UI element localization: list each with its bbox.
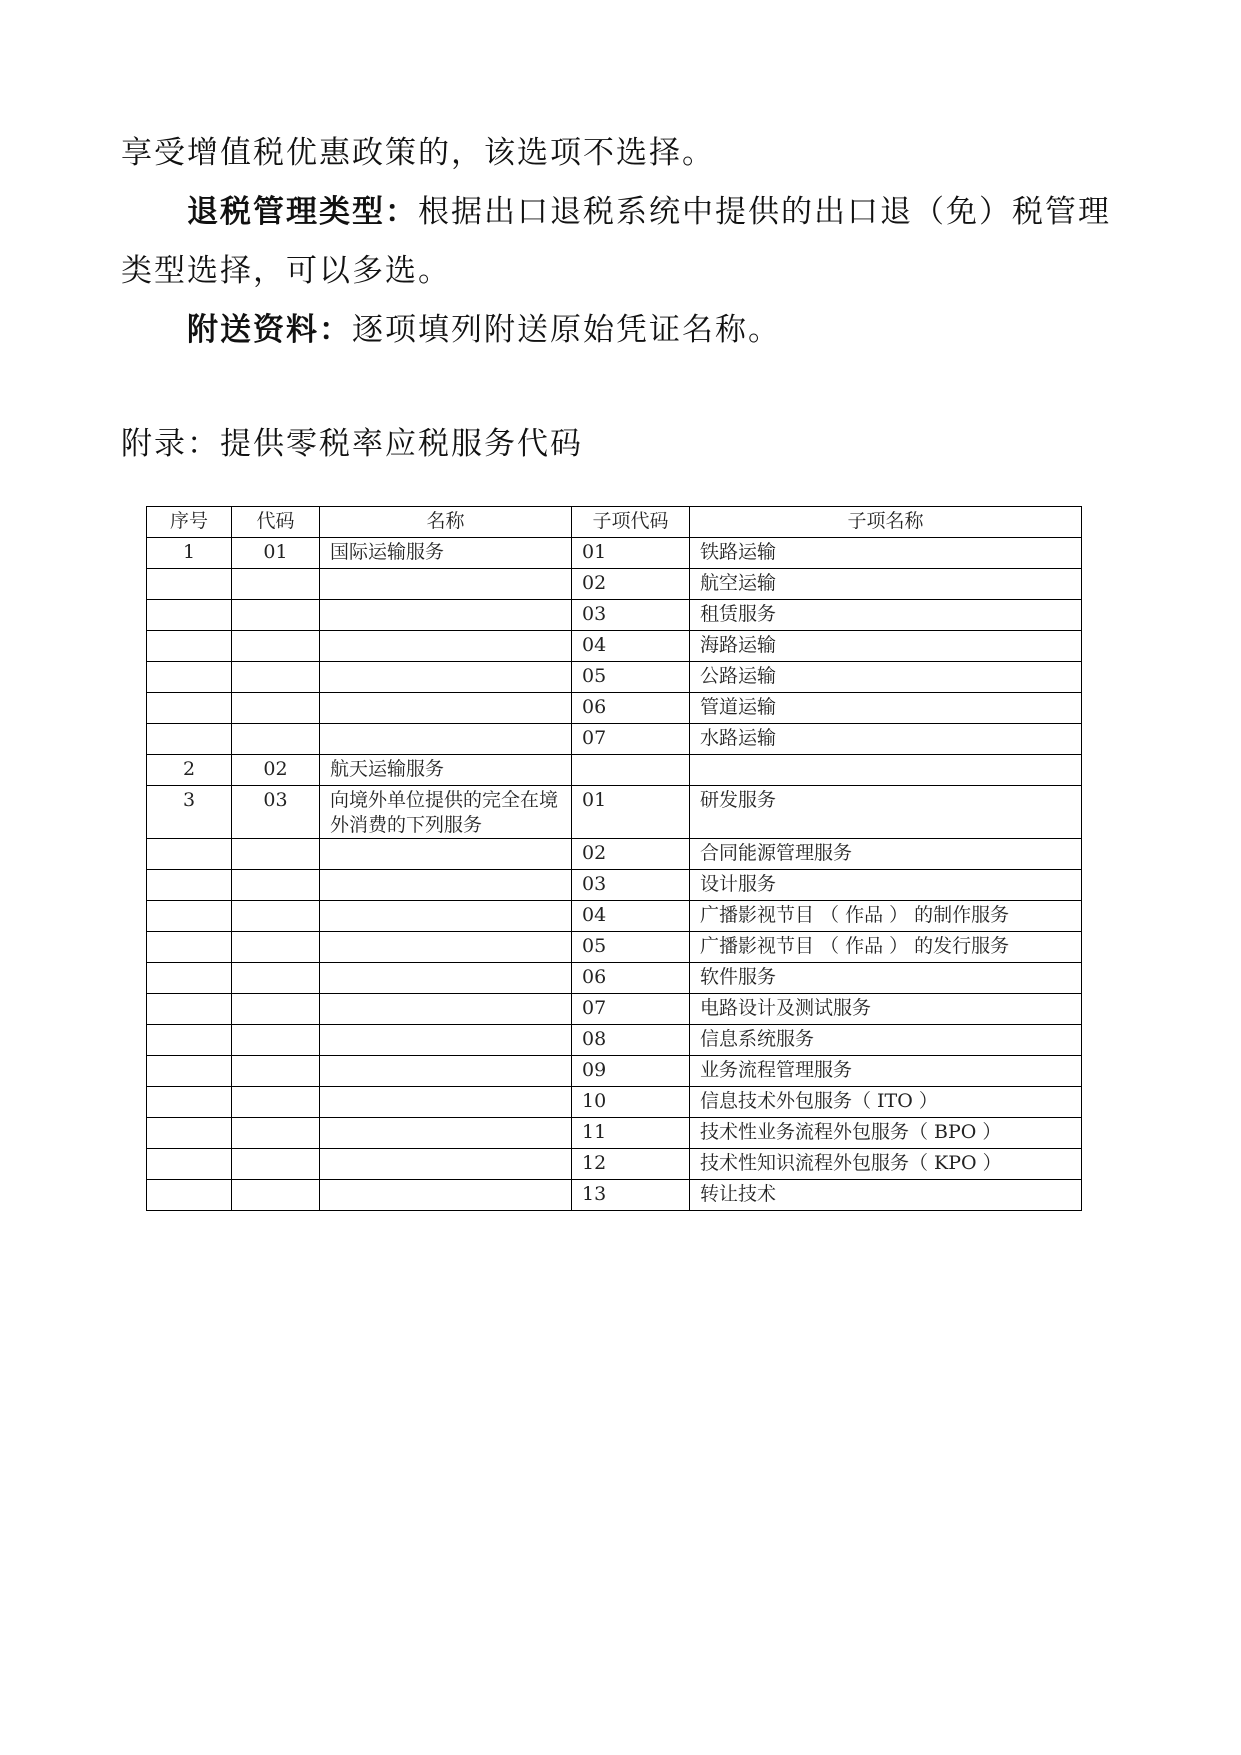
table-row xyxy=(147,1056,1082,1087)
paragraph-attachments xyxy=(121,301,1131,360)
cell-seq xyxy=(147,569,232,600)
cell-subname: 技术性知识流程外包服务（ KPO ） xyxy=(690,1149,1082,1180)
cell-subcode: 07 xyxy=(572,724,690,755)
cell-seq xyxy=(147,870,232,901)
table-header-row xyxy=(147,507,1082,538)
paragraph-text: 逐项填列附送原始凭证名称。 xyxy=(352,312,781,348)
cell-name: 航天运输服务 xyxy=(320,755,572,786)
cell-seq xyxy=(147,1149,232,1180)
cell-name: 向境外单位提供的完全在境外消费的下列服务 xyxy=(320,786,572,839)
cell-name xyxy=(320,631,572,662)
table-row xyxy=(147,1025,1082,1056)
cell-subname: 转让技术 xyxy=(690,1180,1082,1211)
cell-name xyxy=(320,1118,572,1149)
table-row xyxy=(147,600,1082,631)
cell-seq xyxy=(147,1025,232,1056)
cell-subname: 信息技术外包服务（ ITO ） xyxy=(690,1087,1082,1118)
cell-subcode: 01 xyxy=(572,538,690,569)
cell-name xyxy=(320,1056,572,1087)
service-code-table xyxy=(146,506,1082,1211)
cell-subcode: 09 xyxy=(572,1056,690,1087)
cell-seq xyxy=(147,1087,232,1118)
cell-name xyxy=(320,569,572,600)
cell-subname: 广播影视节目 （ 作品 ） 的发行服务 xyxy=(690,932,1082,963)
paragraph-text: 享受增值税优惠政策的，该选项不选择。 xyxy=(121,135,715,171)
cell-subname: 租赁服务 xyxy=(690,600,1082,631)
cell-code xyxy=(232,1025,320,1056)
cell-code xyxy=(232,1087,320,1118)
cell-name xyxy=(320,839,572,870)
cell-subcode: 08 xyxy=(572,1025,690,1056)
cell-seq xyxy=(147,901,232,932)
table-row xyxy=(147,538,1082,569)
cell-subname: 信息系统服务 xyxy=(690,1025,1082,1056)
cell-code xyxy=(232,600,320,631)
paragraph-vat-note xyxy=(121,124,1131,183)
table-row xyxy=(147,631,1082,662)
cell-subname: 电路设计及测试服务 xyxy=(690,994,1082,1025)
cell-subcode: 03 xyxy=(572,870,690,901)
table-body xyxy=(147,538,1082,1211)
table-row xyxy=(147,1180,1082,1211)
table-row xyxy=(147,693,1082,724)
table-row xyxy=(147,870,1082,901)
table-row xyxy=(147,1149,1082,1180)
cell-seq xyxy=(147,600,232,631)
cell-name xyxy=(320,1180,572,1211)
cell-name xyxy=(320,963,572,994)
cell-name xyxy=(320,693,572,724)
cell-subname: 技术性业务流程外包服务（ BPO ） xyxy=(690,1118,1082,1149)
cell-code xyxy=(232,693,320,724)
cell-subname: 铁路运输 xyxy=(690,538,1082,569)
cell-seq xyxy=(147,693,232,724)
header-subname: 子项名称 xyxy=(690,507,1082,538)
cell-subcode xyxy=(572,755,690,786)
cell-seq: 3 xyxy=(147,786,232,839)
cell-seq xyxy=(147,631,232,662)
cell-subname: 海路运输 xyxy=(690,631,1082,662)
cell-seq: 2 xyxy=(147,755,232,786)
cell-name xyxy=(320,600,572,631)
cell-subname: 广播影视节目 （ 作品 ） 的制作服务 xyxy=(690,901,1082,932)
cell-name xyxy=(320,932,572,963)
table-row xyxy=(147,786,1082,839)
term-label: 附送资料： xyxy=(187,312,352,348)
cell-seq: 1 xyxy=(147,538,232,569)
cell-subname: 航空运输 xyxy=(690,569,1082,600)
cell-seq xyxy=(147,994,232,1025)
cell-seq xyxy=(147,1118,232,1149)
header-seq: 序号 xyxy=(147,507,232,538)
cell-subcode: 02 xyxy=(572,569,690,600)
table-row xyxy=(147,901,1082,932)
table-row xyxy=(147,932,1082,963)
cell-subcode: 07 xyxy=(572,994,690,1025)
cell-name xyxy=(320,662,572,693)
table-row xyxy=(147,839,1082,870)
table-row xyxy=(147,1118,1082,1149)
cell-code xyxy=(232,963,320,994)
cell-subname: 研发服务 xyxy=(690,786,1082,839)
cell-subcode: 10 xyxy=(572,1087,690,1118)
cell-seq xyxy=(147,1056,232,1087)
header-name: 名称 xyxy=(320,507,572,538)
cell-subname: 公路运输 xyxy=(690,662,1082,693)
cell-code xyxy=(232,1118,320,1149)
cell-subname: 软件服务 xyxy=(690,963,1082,994)
cell-subname: 水路运输 xyxy=(690,724,1082,755)
cell-code: 01 xyxy=(232,538,320,569)
cell-seq xyxy=(147,963,232,994)
cell-seq xyxy=(147,932,232,963)
paragraph-text: 根据出口退税系统中提供的出口退（免）税管理类型选择，可以多选。 xyxy=(121,194,1111,289)
cell-name xyxy=(320,994,572,1025)
header-subcode: 子项代码 xyxy=(572,507,690,538)
cell-name xyxy=(320,1149,572,1180)
cell-code: 03 xyxy=(232,786,320,839)
cell-subcode: 05 xyxy=(572,662,690,693)
cell-code xyxy=(232,994,320,1025)
cell-code xyxy=(232,1149,320,1180)
cell-subname: 业务流程管理服务 xyxy=(690,1056,1082,1087)
cell-code xyxy=(232,932,320,963)
cell-subcode: 06 xyxy=(572,963,690,994)
cell-subcode: 03 xyxy=(572,600,690,631)
cell-name: 国际运输服务 xyxy=(320,538,572,569)
appendix-title: 附录：提供零税率应税服务代码 xyxy=(121,426,583,462)
paragraph-refund-type xyxy=(121,183,1131,301)
cell-seq xyxy=(147,662,232,693)
table-row xyxy=(147,963,1082,994)
cell-code xyxy=(232,901,320,932)
cell-subname: 管道运输 xyxy=(690,693,1082,724)
cell-code xyxy=(232,569,320,600)
table-row xyxy=(147,994,1082,1025)
table-row xyxy=(147,724,1082,755)
cell-seq xyxy=(147,839,232,870)
table-row xyxy=(147,1087,1082,1118)
cell-subcode: 11 xyxy=(572,1118,690,1149)
cell-code: 02 xyxy=(232,755,320,786)
cell-code xyxy=(232,724,320,755)
cell-subname xyxy=(690,755,1082,786)
cell-subname: 合同能源管理服务 xyxy=(690,839,1082,870)
cell-subcode: 05 xyxy=(572,932,690,963)
cell-subcode: 01 xyxy=(572,786,690,839)
cell-code xyxy=(232,662,320,693)
cell-subcode: 04 xyxy=(572,901,690,932)
cell-seq xyxy=(147,1180,232,1211)
table-row xyxy=(147,569,1082,600)
cell-subcode: 12 xyxy=(572,1149,690,1180)
term-label: 退税管理类型： xyxy=(187,194,418,230)
cell-code xyxy=(232,1056,320,1087)
cell-name xyxy=(320,1025,572,1056)
cell-code xyxy=(232,870,320,901)
table-row xyxy=(147,662,1082,693)
cell-subcode: 06 xyxy=(572,693,690,724)
cell-subname: 设计服务 xyxy=(690,870,1082,901)
cell-subcode: 02 xyxy=(572,839,690,870)
cell-subcode: 04 xyxy=(572,631,690,662)
cell-seq xyxy=(147,724,232,755)
cell-subcode: 13 xyxy=(572,1180,690,1211)
header-code: 代码 xyxy=(232,507,320,538)
cell-name xyxy=(320,870,572,901)
cell-name xyxy=(320,1087,572,1118)
cell-code xyxy=(232,631,320,662)
cell-code xyxy=(232,839,320,870)
cell-name xyxy=(320,724,572,755)
cell-code xyxy=(232,1180,320,1211)
cell-name xyxy=(320,901,572,932)
table-row xyxy=(147,755,1082,786)
